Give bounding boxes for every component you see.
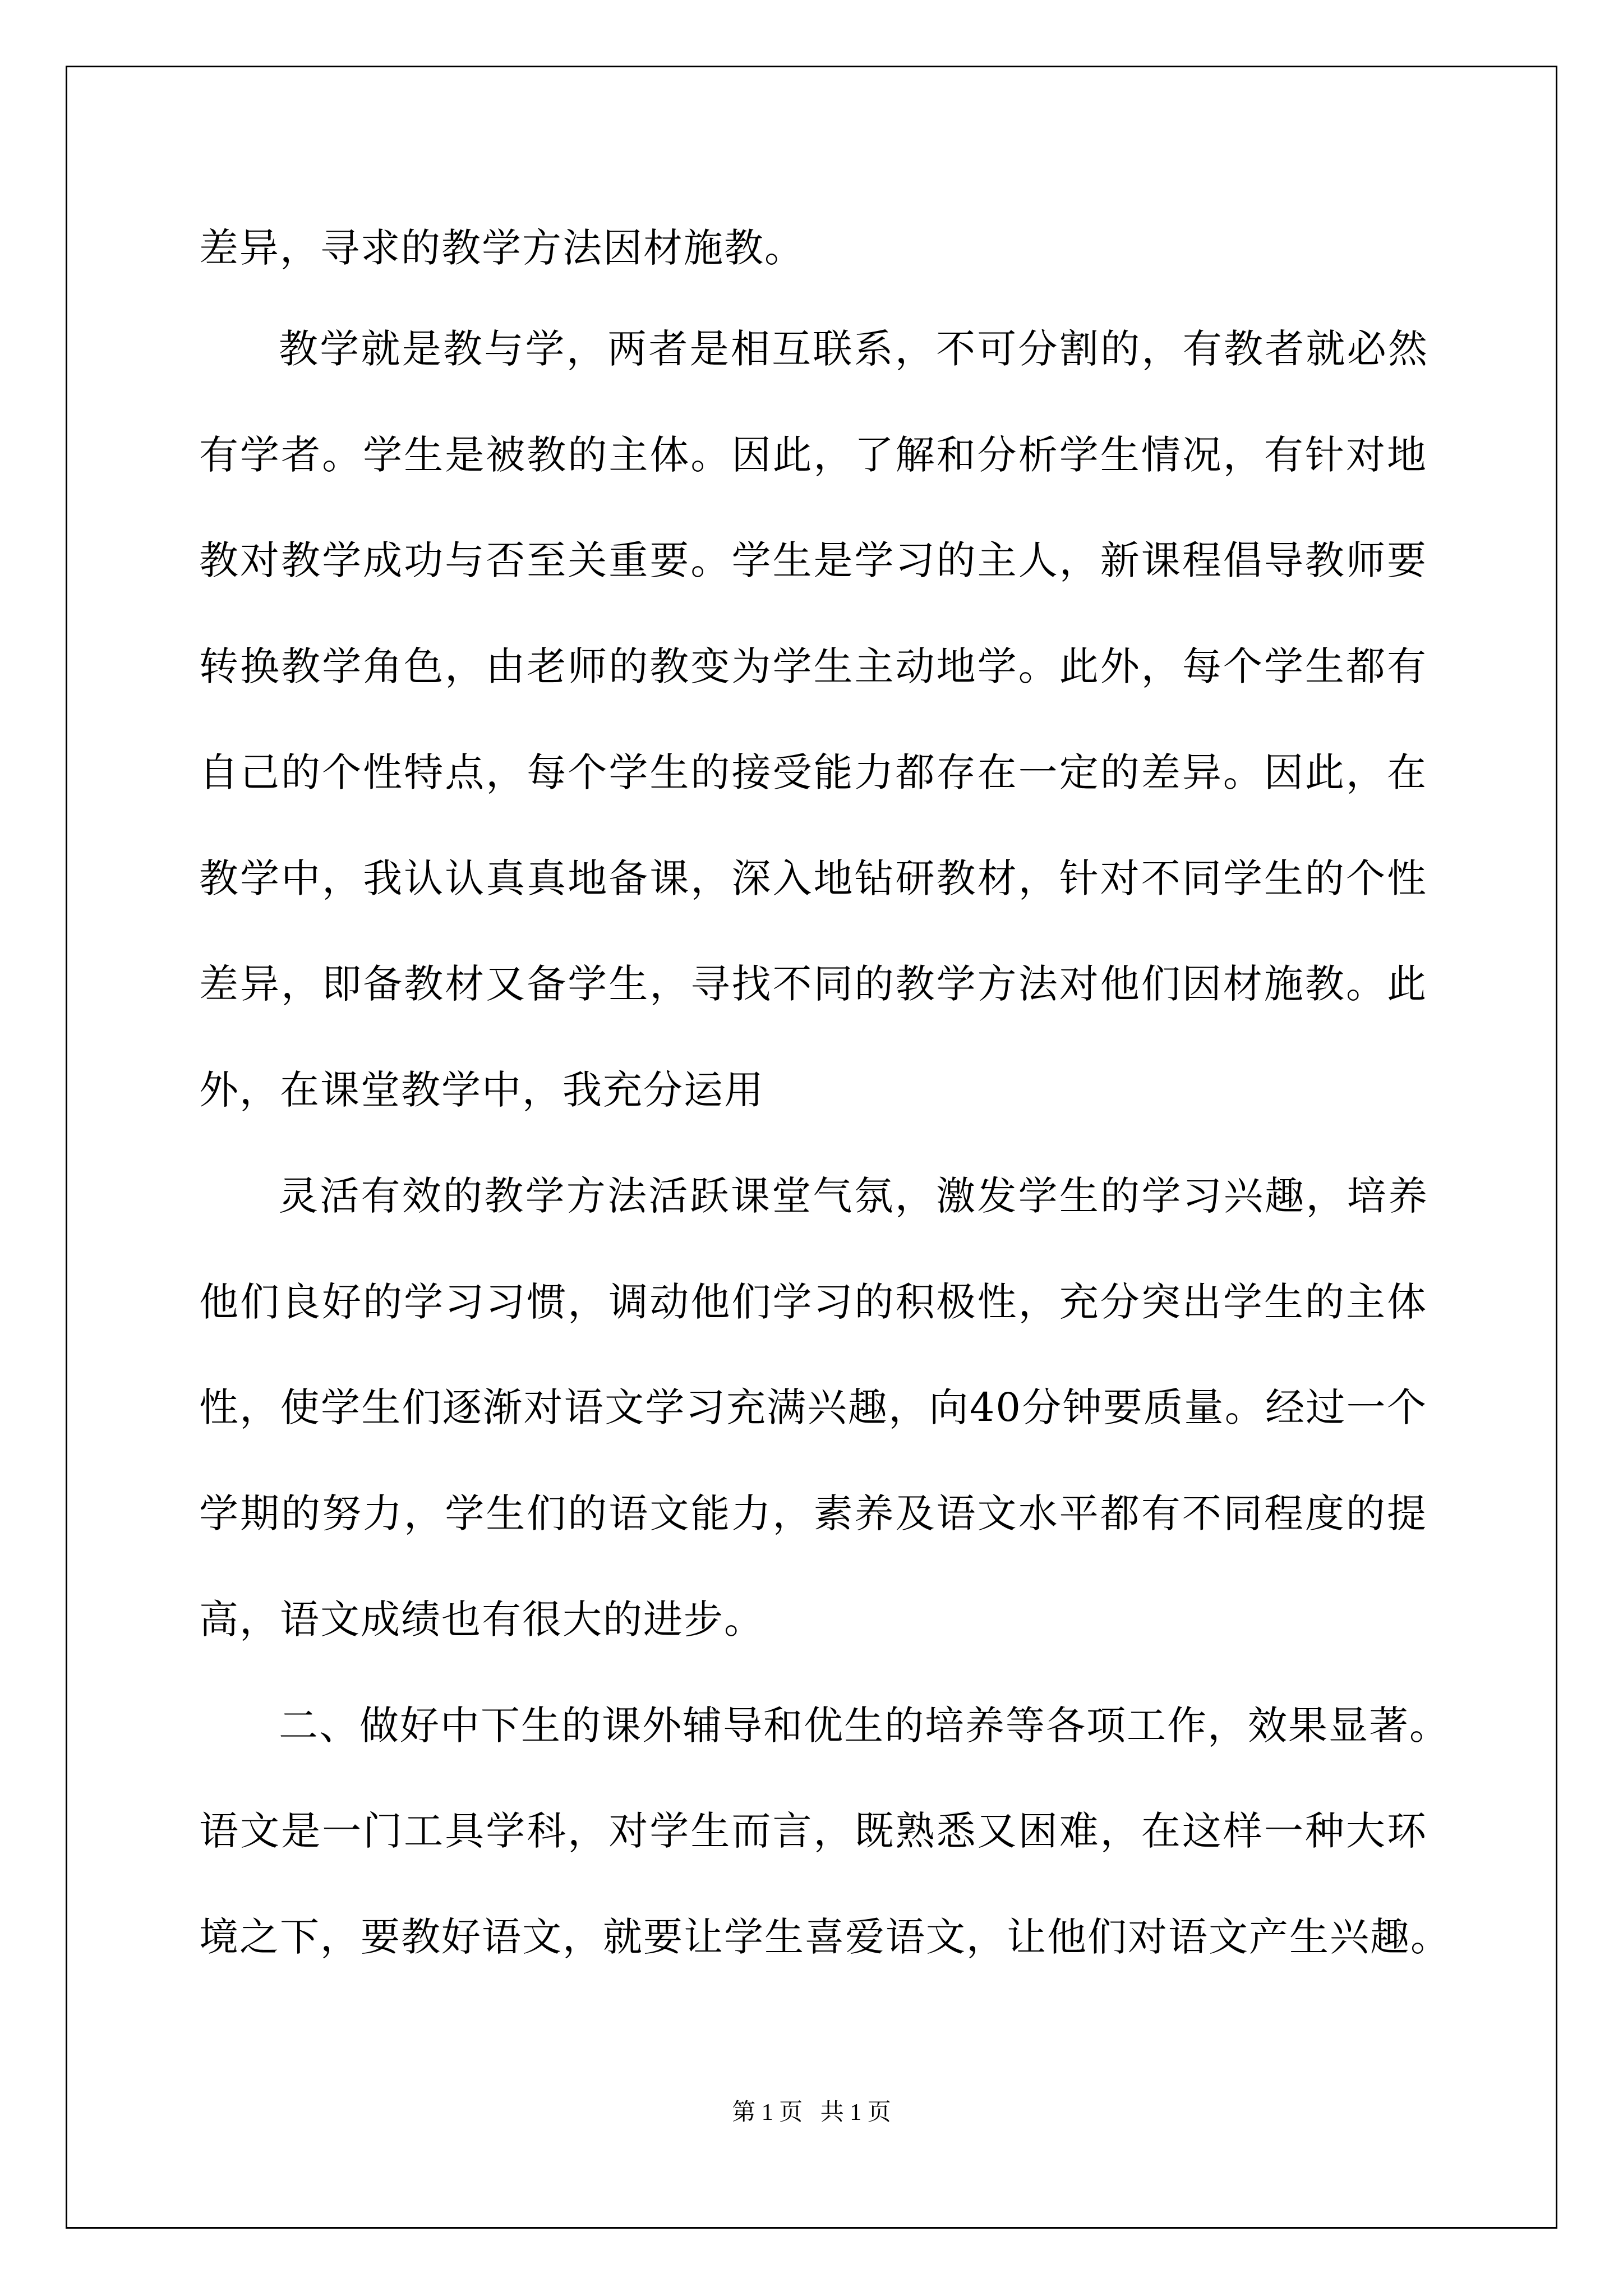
page-border	[66, 66, 1557, 2229]
text-line-7: 教学中，我认认真真地备课，深入地钻研教材，针对不同学生的个性	[199, 855, 1427, 901]
text-line-1: 差异，寻求的教学方法因材施教。	[199, 225, 805, 271]
text-line-16: 语文是一门工具学科，对学生而言，既熟悉又困难，在这样一种大环	[199, 1808, 1427, 1854]
text-line-17: 境之下，要教好语文，就要让学生喜爱语文，让他们对语文产生兴趣。	[199, 1914, 1451, 1960]
page-number-footer: 第 1 页 共 1 页	[732, 2100, 891, 2125]
text-line-12: 性，使学生们逐渐对语文学习充满兴趣，向40分钟要质量。经过一个	[199, 1384, 1427, 1430]
paragraph-start-line: 灵活有效的教学方法活跃课堂气氛，激发学生的学习兴趣，培养	[279, 1173, 1428, 1219]
paragraph-start-line: 教学就是教与学，两者是相互联系，不可分割的，有教者就必然	[279, 326, 1428, 372]
text-line-4: 教对教学成功与否至关重要。学生是学习的主人，新课程倡导教师要	[199, 537, 1427, 583]
text-line-13: 学期的努力，学生们的语文能力，素养及语文水平都有不同程度的提	[199, 1490, 1427, 1536]
text-line-8: 差异，即备教材又备学生，寻找不同的教学方法对他们因材施教。此	[199, 961, 1427, 1007]
text-line-3: 有学者。学生是被教的主体。因此，了解和分析学生情况，有针对地	[199, 432, 1427, 478]
text-line-9: 外，在课堂教学中，我充分运用	[199, 1067, 764, 1113]
paragraph-start-line: 二、做好中下生的课外辅导和优生的培养等各项工作，效果显著。	[279, 1703, 1450, 1749]
text-line-5: 转换教学角色，由老师的教变为学生主动地学。此外，每个学生都有	[199, 643, 1427, 689]
text-line-11: 他们良好的学习习惯，调动他们学习的积极性，充分突出学生的主体	[199, 1279, 1427, 1325]
text-line-6: 自己的个性特点，每个学生的接受能力都存在一定的差异。因此，在	[199, 749, 1427, 795]
text-line-14: 高，语文成绩也有很大的进步。	[199, 1596, 764, 1642]
